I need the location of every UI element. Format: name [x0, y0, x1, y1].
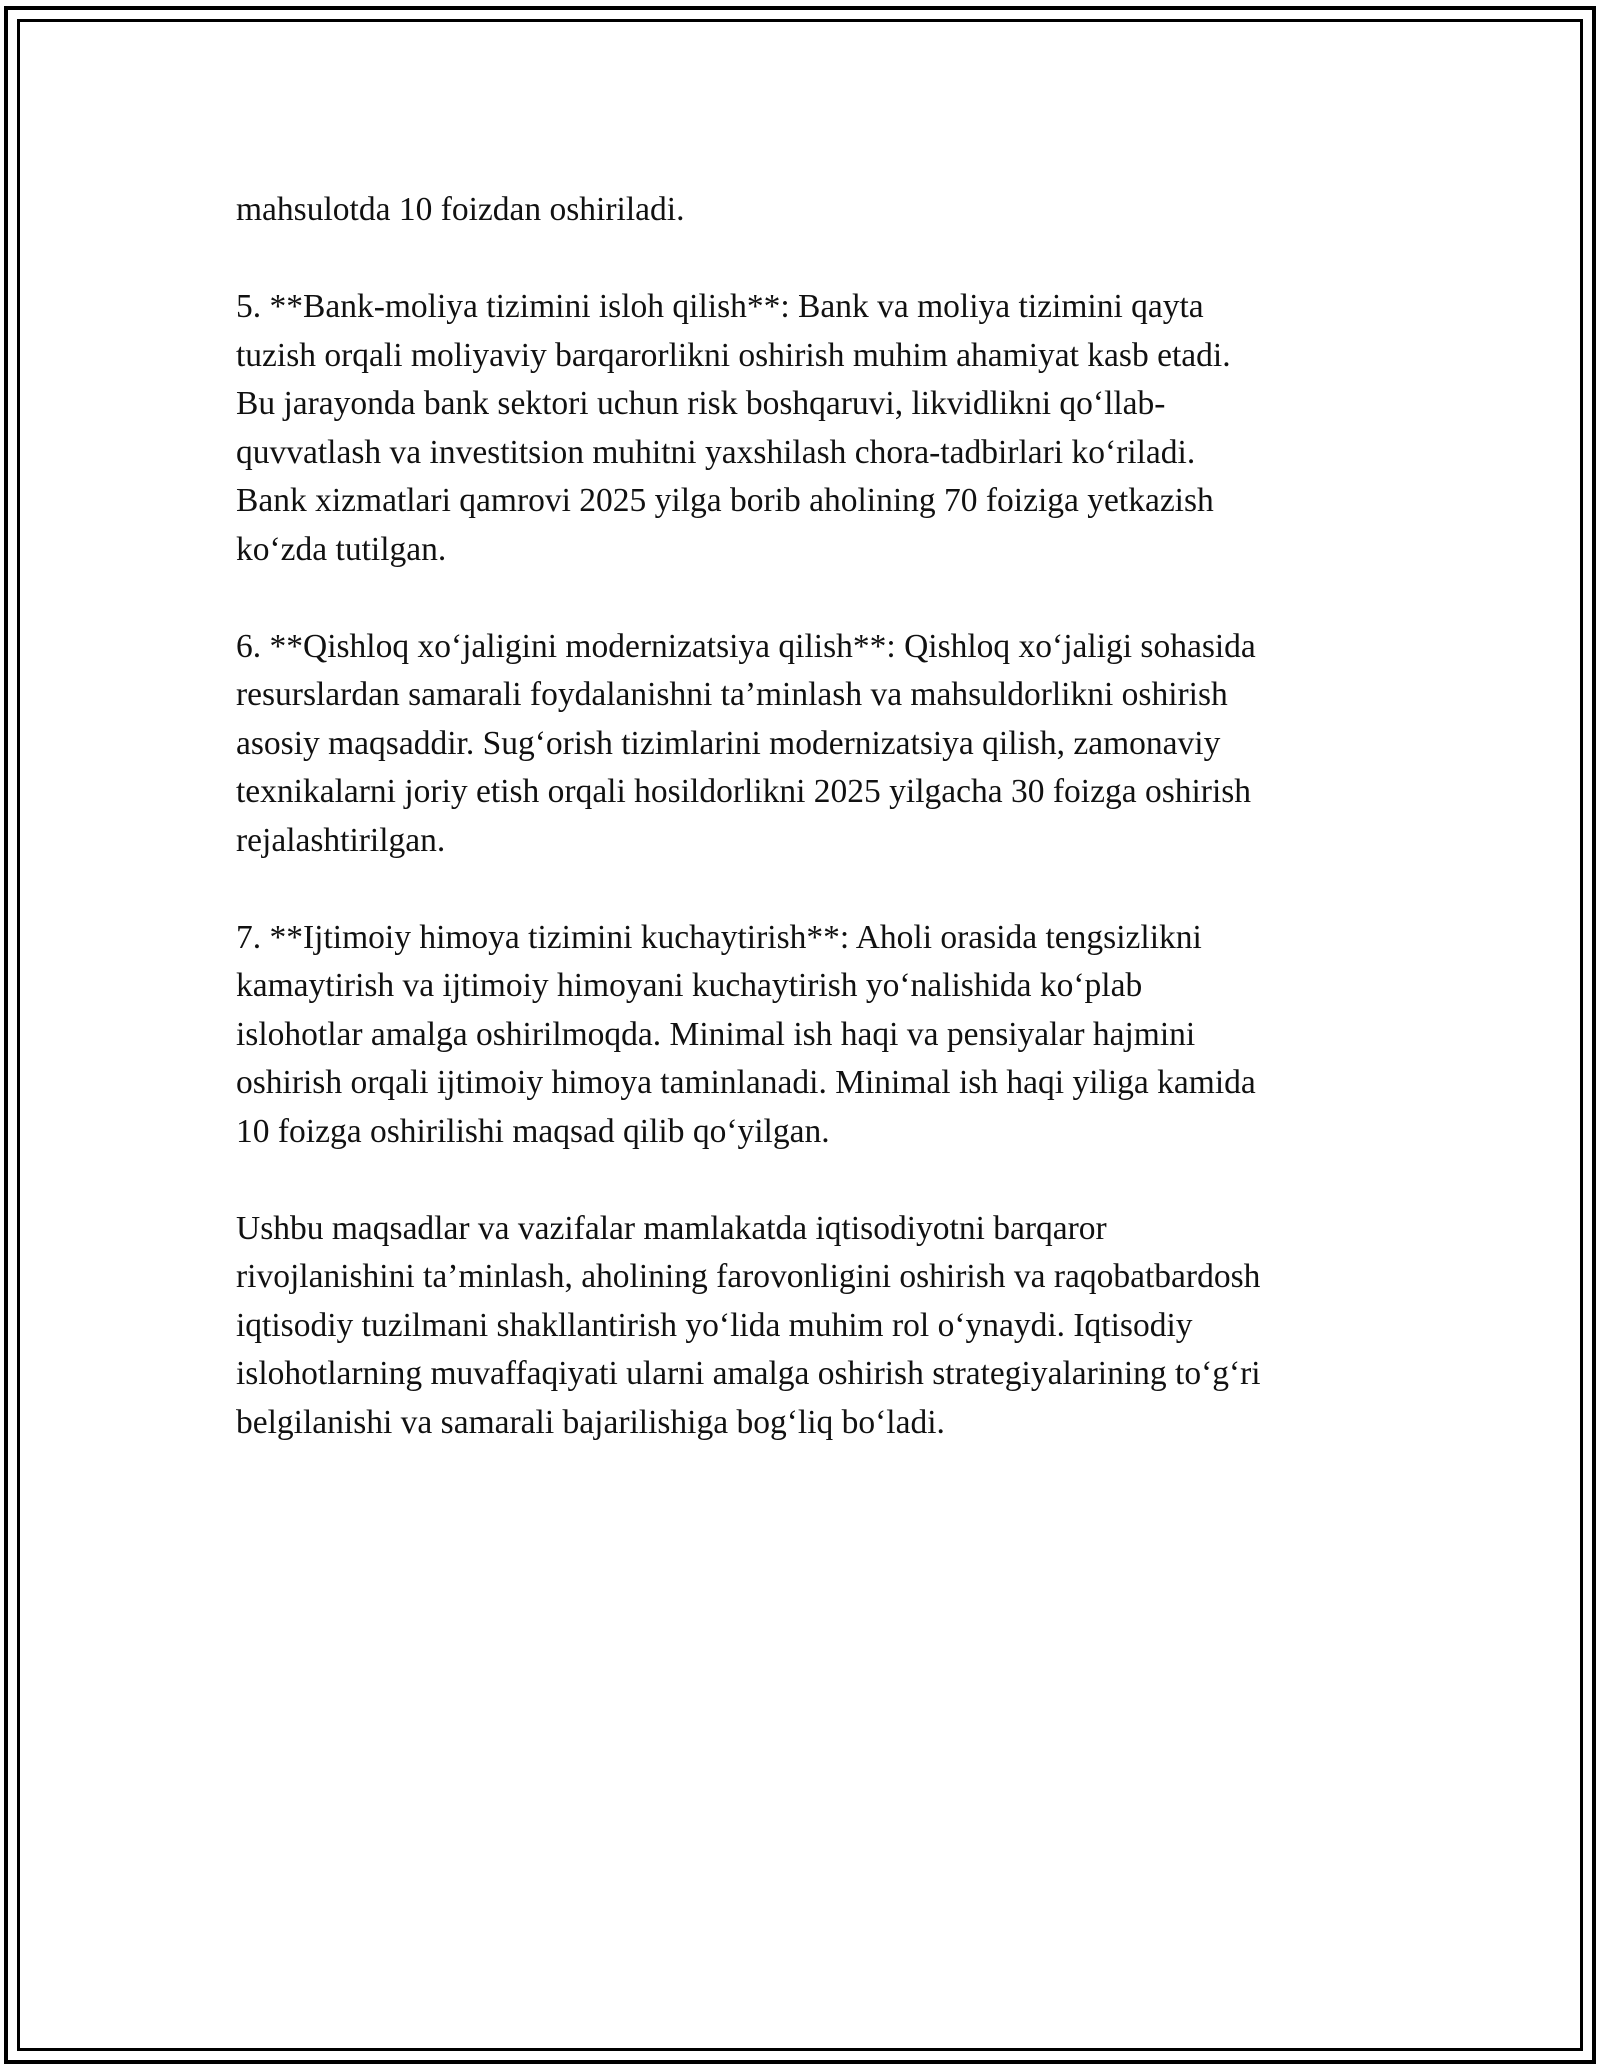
paragraph-item-5-bank-reform: 5. **Bank-moliya tizimini isloh qilish**: Bank va moliya tizimini qayta tuzish orqali moliyaviy barqarorlikni oshirish muhim ahamiyat kasb etadi. Bu jarayonda bank sektori uchun risk boshqaruvi, likvidlikni qo‘llab- quvvatlash va investitsion muhitni yaxshilash chora-tadbirlari ko‘riladi. Bank xizmatlari qamrovi 2025 yilga borib aholining 70 foiziga yetkazish ko‘zda tutilgan.	[236, 288, 1231, 568]
paragraph-continuation: mahsulotda 10 foizdan oshiriladi.	[236, 191, 685, 228]
paragraph-conclusion: Ushbu maqsadlar va vazifalar mamlakatda iqtisodiyotni barqaror rivojlanishini ta’minlash, aholining farovonligini oshirish va raqobatbardosh iqtisodiy tuzilmani shakllantirish yo‘lida muhim rol o‘ynaydi. Iqtisodiy islohotlarning muvaffaqiyati ularni amalga oshirish strategiyalarining to‘g‘ri belgilanishi va samarali bajarilishiga bog‘liq bo‘ladi.	[236, 1209, 1261, 1441]
document-body	[236, 186, 1386, 1496]
paragraph-item-6-agriculture: 6. **Qishloq xo‘jaligini modernizatsiya qilish**: Qishloq xo‘jaligi sohasida resurslardan samarali foydalanishni ta’minlash va mahsuldorlikni oshirish asosiy maqsaddir. Sug‘orish tizimlarini modernizatsiya qilish, zamonaviy texnikalarni joriy etish orqali hosildorlikni 2025 yilgacha 30 foizga oshirish rejalashtirilgan.	[236, 627, 1256, 859]
paragraph-item-7-social-protection: 7. **Ijtimoiy himoya tizimini kuchaytirish**: Aholi orasida tengsizlikni kamaytirish va ijtimoiy himoyani kuchaytirish yo‘nalishida ko‘plab islohotlar amalga oshirilmoqda. Minimal ish haqi va pensiyalar hajmini oshirish orqali ijtimoiy himoya taminlanadi. Minimal ish haqi yiliga kamida 10 foizga oshirilishi maqsad qilib qo‘yilgan.	[236, 918, 1256, 1150]
